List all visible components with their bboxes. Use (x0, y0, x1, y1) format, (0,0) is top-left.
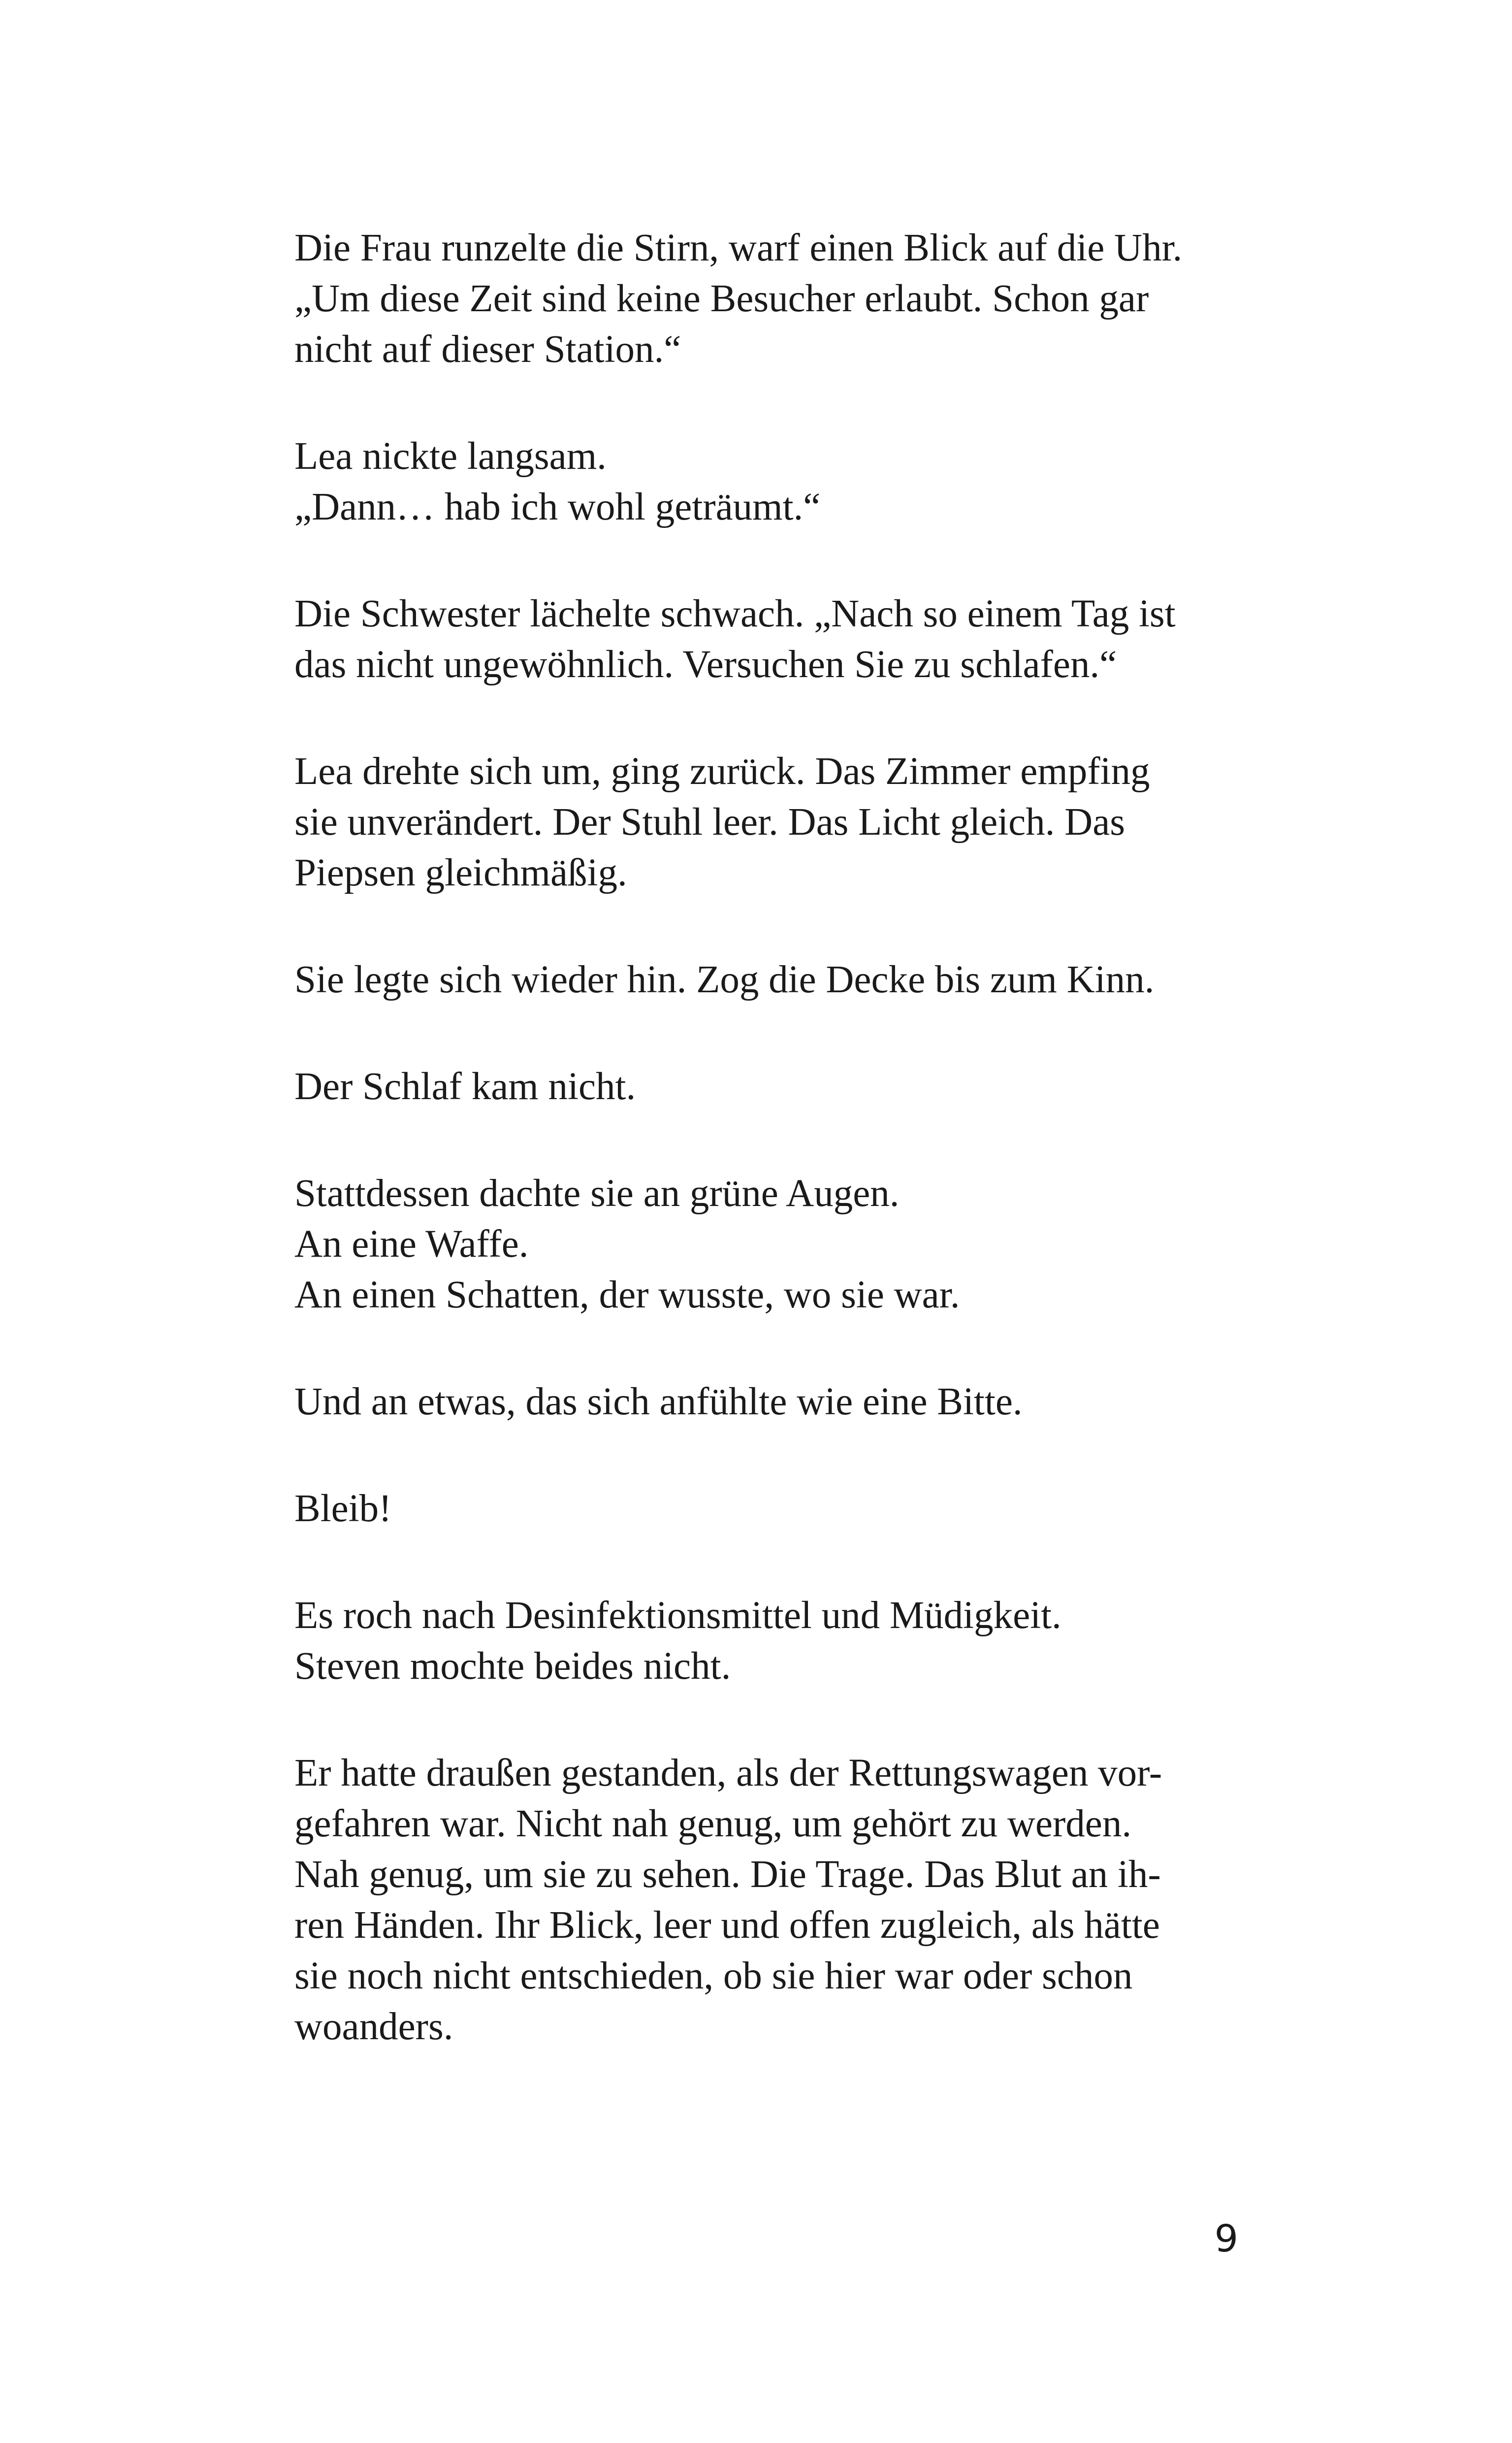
text-line: sie noch nicht entschieden, ob sie hier war oder schon (294, 1954, 1133, 1997)
text-line: Die Frau runzelte die Stirn, warf einen Blick auf die Uhr. (294, 227, 1183, 269)
text-line: Lea nickte langsam. (294, 435, 607, 478)
paragraph (294, 1590, 1240, 1692)
paragraph (294, 1376, 1240, 1427)
paragraph (294, 746, 1240, 898)
text-line: Bleib! (294, 1487, 392, 1530)
text-line: Der Schlaf kam nicht. (294, 1065, 636, 1108)
text-line: Die Schwester lächelte schwach. „Nach so einem Tag ist (294, 592, 1176, 635)
paragraph (294, 223, 1240, 375)
text-line: das nicht ungewöhnlich. Versuchen Sie zu schlafen.“ (294, 643, 1117, 686)
text-line: An eine Waffe. (294, 1223, 529, 1266)
text-line: ren Händen. Ihr Blick, leer und offen zugleich, als hätte (294, 1904, 1160, 1947)
text-line: An einen Schatten, der wusste, wo sie war. (294, 1273, 960, 1316)
text-line: Stattdessen dachte sie an grüne Augen. (294, 1172, 900, 1215)
text-line: Sie legte sich wieder hin. Zog die Decke bis zum Kinn. (294, 958, 1155, 1001)
paragraph (294, 588, 1240, 690)
text-line: sie unverändert. Der Stuhl leer. Das Licht gleich. Das (294, 801, 1126, 844)
text-line: „Dann… hab ich wohl geträumt.“ (294, 486, 821, 528)
text-line: Und an etwas, das sich anfühlte wie eine Bitte. (294, 1380, 1023, 1423)
paragraph (294, 1748, 1240, 2052)
text-line: Lea drehte sich um, ging zurück. Das Zimmer empfing (294, 750, 1150, 793)
body-text (294, 223, 1240, 2108)
text-line: Er hatte draußen gestanden, als der Rettungswagen vor- (294, 1752, 1162, 1794)
text-line: Steven mochte beides nicht. (294, 1645, 731, 1688)
paragraph (294, 954, 1240, 1005)
paragraph (294, 1483, 1240, 1534)
text-line: gefahren war. Nicht nah genug, um gehört zu werden. (294, 1802, 1132, 1845)
paragraph (294, 431, 1240, 532)
paragraph (294, 1061, 1240, 1112)
text-line: Es roch nach Desinfektionsmittel und Müdigkeit. (294, 1594, 1062, 1637)
text-line: Nah genug, um sie zu sehen. Die Trage. Das Blut an ih- (294, 1853, 1161, 1896)
text-line: nicht auf dieser Station.“ (294, 328, 681, 371)
page-number: 9 (1214, 2216, 1238, 2260)
text-line: Piepsen gleichmäßig. (294, 851, 627, 894)
text-line: „Um diese Zeit sind keine Besucher erlaubt. Schon gar (294, 277, 1149, 320)
paragraph (294, 1168, 1240, 1320)
text-line: woanders. (294, 2005, 453, 2048)
